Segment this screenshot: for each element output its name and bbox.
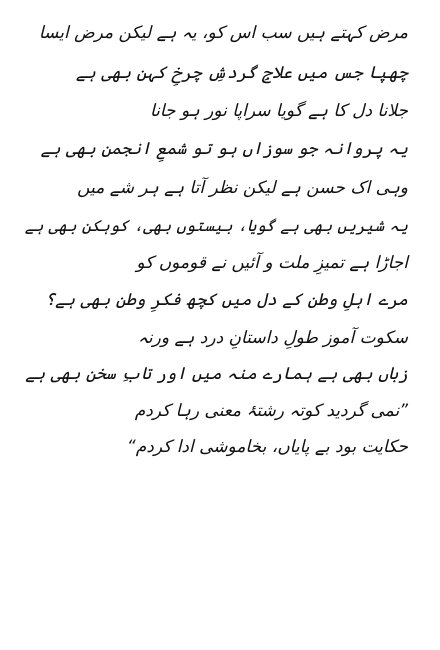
poem-line-11: ”نمی گردید کوتہ رشتۂ معنی رہا کردم (134, 401, 408, 421)
poem-line-5: وہی اک حسن ہے لیکن نظر آتا ہے ہر شے میں (77, 178, 408, 198)
poem-line-1: مرض کہتے ہیں سب اس کو، یہ ہے لیکن مرض ایسا (38, 23, 408, 43)
poem-line-10: زباں بھی ہے ہمارے منہ میں اور تابِ سخن بھی ہے (25, 364, 408, 384)
poem-line-8: مرے اہلِ وطن کے دل میں کچھ فکرِ وطن بھی ہے؟ (45, 290, 408, 310)
poem-line-4: یہ پروانہ جو سوزاں ہو تو شمعِ انجمن بھی ہے (40, 139, 408, 159)
poem-line-7: اجاڑا ہے تمیزِ ملت و آئیں نے قوموں کو (136, 253, 408, 273)
poem-line-3: جلانا دل کا ہے گویا سراپا نور ہو جانا (149, 101, 408, 121)
poem-line-12: حکایت بود بے پایاں، بخاموشی ادا کردم“ (126, 437, 408, 457)
poem-line-9: سکوت آموز طولِ داستانِ درد ہے ورنہ (137, 328, 408, 348)
poem-line-6: یہ شیریں بھی ہے گویا، بیستوں بھی، کوہکن بھی ہے (24, 216, 408, 235)
poem-line-2: چھپا جس میں علاجِ گردشِ چرخِ کہن بھی ہے (75, 63, 408, 83)
